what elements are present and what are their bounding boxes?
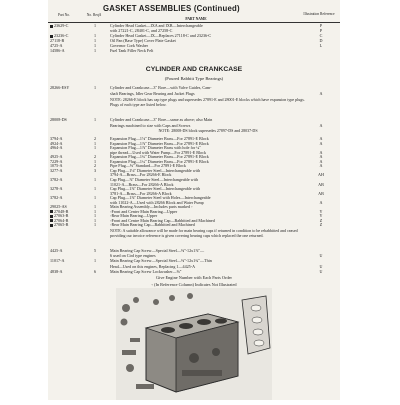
part-name: Expansion Plug—1¾" Diameter Brass—For 27891-E Block	[110, 154, 209, 160]
quantity-required: 2	[93, 154, 97, 160]
part-number: 23629-C	[50, 23, 86, 28]
part-name: Fuel Tank Filler Neck Felt	[110, 48, 154, 53]
part-number: 4725-A	[50, 43, 63, 48]
part-name: ◦Front and Centre Main Bearing Cap—Babbitted and Machined	[110, 217, 215, 223]
note-block-3: NOTE: A suitable allowance will be made for main bearing caps if returned in condition to be rebabbitted and ceased providing our invoice reference is given covering bearing caps which replaced the one returned.	[110, 228, 298, 238]
illustration-ref: Z	[319, 217, 323, 223]
quantity-required: 1	[93, 186, 97, 192]
part-name: 6 used on Cird type engines	[110, 253, 156, 259]
illustration-ref: A	[319, 136, 323, 141]
part-number: 27048-B	[50, 209, 86, 214]
part-name: Main Bearing Cap Screw—Special Steel—⅜"-12x1¾"—Thin	[110, 258, 212, 264]
part-name: Expansion Plug—1⅞" Diameter Brass—For 27891-E Block	[110, 140, 209, 146]
illustration-ref: P	[319, 28, 323, 33]
part-number: 23236-C	[50, 33, 86, 38]
part-name: Expansion Plug—1⅞" Diameter Brass with hole for ¼"	[110, 145, 202, 151]
part-number: 27065-B	[50, 222, 86, 227]
quantity-required: 1	[93, 140, 97, 146]
illustration-ref: U	[319, 263, 323, 269]
part-name: Bearings machined to size with Caps and Screws	[110, 122, 191, 128]
quantity-required: 1	[93, 48, 97, 53]
illustration-ref: AB	[318, 190, 324, 196]
part-number: 3277-A	[50, 167, 63, 173]
illustration-ref: Z	[319, 222, 323, 228]
illustration-ref: A	[319, 149, 323, 155]
part-number: 4838-A	[50, 268, 63, 274]
part-number: 27118-B	[50, 38, 65, 43]
note-block-2: NOTE: 28008-DS block supersedes 27897-DS and 28037-DS	[158, 128, 258, 133]
quantity-required: 1	[93, 195, 97, 201]
quantity-required: 1	[93, 217, 97, 223]
quantity-required: 1	[93, 213, 97, 219]
crankcase-drawing	[116, 288, 272, 400]
quantity-required: 2	[93, 136, 97, 141]
part-name: Cylinder and Crankcase—3" Bore—with Valve Guides, Cam-	[110, 85, 212, 90]
quantity-required: 1	[93, 204, 97, 210]
illustration-ref: A	[319, 163, 323, 169]
part-number: 28008-DS	[50, 117, 67, 122]
part-name: ◦Rear Main Bearing Cap—Babbitted and Machined	[110, 222, 195, 228]
part-number: 4425-A	[50, 248, 63, 253]
part-number: 27063-B	[50, 213, 86, 218]
part-name: 3794-A—Brass—For 28266-E Block	[110, 172, 172, 178]
illustration-ref: AB	[318, 181, 324, 187]
part-number: 4925-A	[50, 154, 63, 160]
illustration-ref: U	[319, 268, 323, 274]
part-name: ◦Front and Center Main Bearing—Upper	[110, 208, 178, 214]
illustration-ref: A	[319, 122, 323, 128]
part-name: Main Bearing Cap Screw Lockwasher—⅜"	[110, 268, 182, 274]
illustration-ref: Y	[319, 208, 323, 214]
quantity-required: 3	[93, 167, 97, 173]
cylinder-crankcase-illustration	[116, 288, 272, 400]
part-name: Cylinder and Crankcase—3" Bore—same as above; also Main	[110, 117, 213, 122]
quantity-required: 1	[93, 158, 97, 164]
illustration-ref: D	[319, 38, 323, 43]
page-title: GASKET ASSEMBLIES (Continued)	[103, 4, 240, 13]
note-block-1: NOTE: 28266-E block has cap type plugs and supersedes 27891-E and 28001-E blocks which have expansion type plugs. Plugs of each type are listed below.	[110, 97, 305, 107]
part-name: Cap Plug—⅞" Diameter Steel—Interchangeable with	[110, 176, 198, 182]
quantity-required: 1	[93, 38, 97, 43]
part-name: Cap Plug—1⅛" Diameter Steel—Interchangeable with	[110, 167, 201, 173]
illustration-ref: P	[319, 23, 323, 28]
quantity-required: 1	[93, 117, 97, 122]
part-name: Governor Cork Washer	[110, 43, 149, 48]
part-number: 4924-A	[50, 140, 63, 146]
column-header-part-name: PART NAME	[185, 17, 207, 21]
part-name: 11021-A—Brass—For 28266-A Block	[110, 181, 174, 187]
section-title: CYLINDER AND CRANKCASE	[145, 66, 243, 73]
part-number: 1075-A	[50, 163, 63, 169]
illustration-ref: A	[319, 199, 323, 205]
part-number: 7229-A	[50, 158, 63, 164]
illustration-ref: AH	[318, 172, 324, 178]
part-name: Cylinder Head Gasket—IX—Replaces 27118-C and 23236-C	[110, 33, 212, 38]
quantity-required: 1	[93, 145, 97, 151]
footer-reference-note: ◦ (In Reference Column) Indicates Not Illustrated	[151, 282, 237, 287]
quantity-required: 2	[93, 163, 97, 169]
quantity-required: 1	[93, 43, 97, 48]
part-name: Cap Plug—1⅞" Diameter Steel—Interchangeable with	[110, 186, 201, 192]
quantity-required: 1	[93, 208, 97, 214]
part-number: 4964-A	[50, 145, 63, 151]
part-number: 29025-AS	[50, 204, 67, 210]
part-name: Head—Used on this engines, Replacing 1—4425-A	[110, 263, 196, 269]
illustration-ref: A	[319, 140, 323, 146]
part-number: 3278-A	[50, 186, 63, 192]
illustration-ref: L	[319, 43, 323, 48]
part-name: Expansion Plug—1⅛" Diameter Brass—For 27891-E Block	[110, 136, 209, 141]
part-name: Main Bearing Cap Screw—Special Steel—⅜"-12x1⅞"—	[110, 248, 205, 253]
quantity-required: 6	[93, 268, 97, 274]
part-number: 14586-A	[50, 48, 65, 53]
column-header-part-no: Part No.	[58, 13, 70, 17]
quantity-required: 1	[93, 23, 97, 28]
quantity-required: 1	[93, 258, 97, 264]
part-name: Cap Plug—1⅞" Diameter Steel with Holes—Interchangeable	[110, 195, 211, 201]
part-number: 11017-A	[50, 258, 65, 264]
part-number: 3794-A	[50, 136, 63, 141]
quantity-required: 1	[93, 33, 97, 38]
part-name: Oil Pan (Base Type) Cover Plate Gasket	[110, 38, 176, 43]
part-name: with 11022-A—Used with 28266 Block and Water Pump	[110, 199, 204, 205]
part-number: 3782-A	[50, 195, 63, 201]
column-header-no-reqd: No. Req'd	[86, 13, 102, 17]
part-number: 28266-ESY	[50, 85, 70, 90]
quantity-required: 1	[93, 176, 97, 182]
part-name: with 27221-C, 28401-C, and 27258-C	[110, 28, 173, 33]
part-name: Expansion Plug—1¼" Diameter Brass—For 27891-E Block	[110, 158, 209, 164]
part-number: 3782-A	[50, 176, 63, 182]
section-subtitle: (Poured Babbitt Type Bearings)	[164, 76, 224, 81]
illustration-ref: A	[319, 90, 323, 96]
part-name: ◦Rear Main Bearing—Upper	[110, 213, 158, 219]
quantity-required: 1	[93, 222, 97, 228]
quantity-required: 1	[93, 85, 97, 90]
illustration-ref: C	[319, 33, 323, 38]
part-number: 27064-B	[50, 218, 86, 223]
illustration-ref: Y	[319, 213, 323, 219]
parts-row	[48, 48, 340, 55]
part-name: Cylinder Head Gasket—IXA and IXB—Interchangeable	[110, 23, 203, 28]
illustration-ref: U	[319, 253, 323, 259]
column-header-illustration: Illustration Reference	[303, 12, 335, 16]
part-name: Pipe Plug—⅜" Standard—For 27891-E Block	[110, 163, 186, 169]
quantity-required: 5	[93, 248, 97, 253]
part-name: 3781-A—Brass—For 28266-A Block	[110, 190, 172, 196]
part-name: shaft Bearings, Idler Gear Bearing and Jacket Plugs	[110, 90, 195, 96]
part-name: pipe thread—Used with Water Pump—For 27891-E Block	[110, 149, 207, 155]
footer-order-note: Give Engine Number with Each Parts Order	[156, 275, 232, 280]
illustration-ref: A	[319, 158, 323, 164]
catalog-page	[48, 0, 340, 400]
part-name: Main Bearing Assembly—Includes parts marked ◦	[110, 204, 193, 210]
illustration-ref: A	[319, 154, 323, 160]
